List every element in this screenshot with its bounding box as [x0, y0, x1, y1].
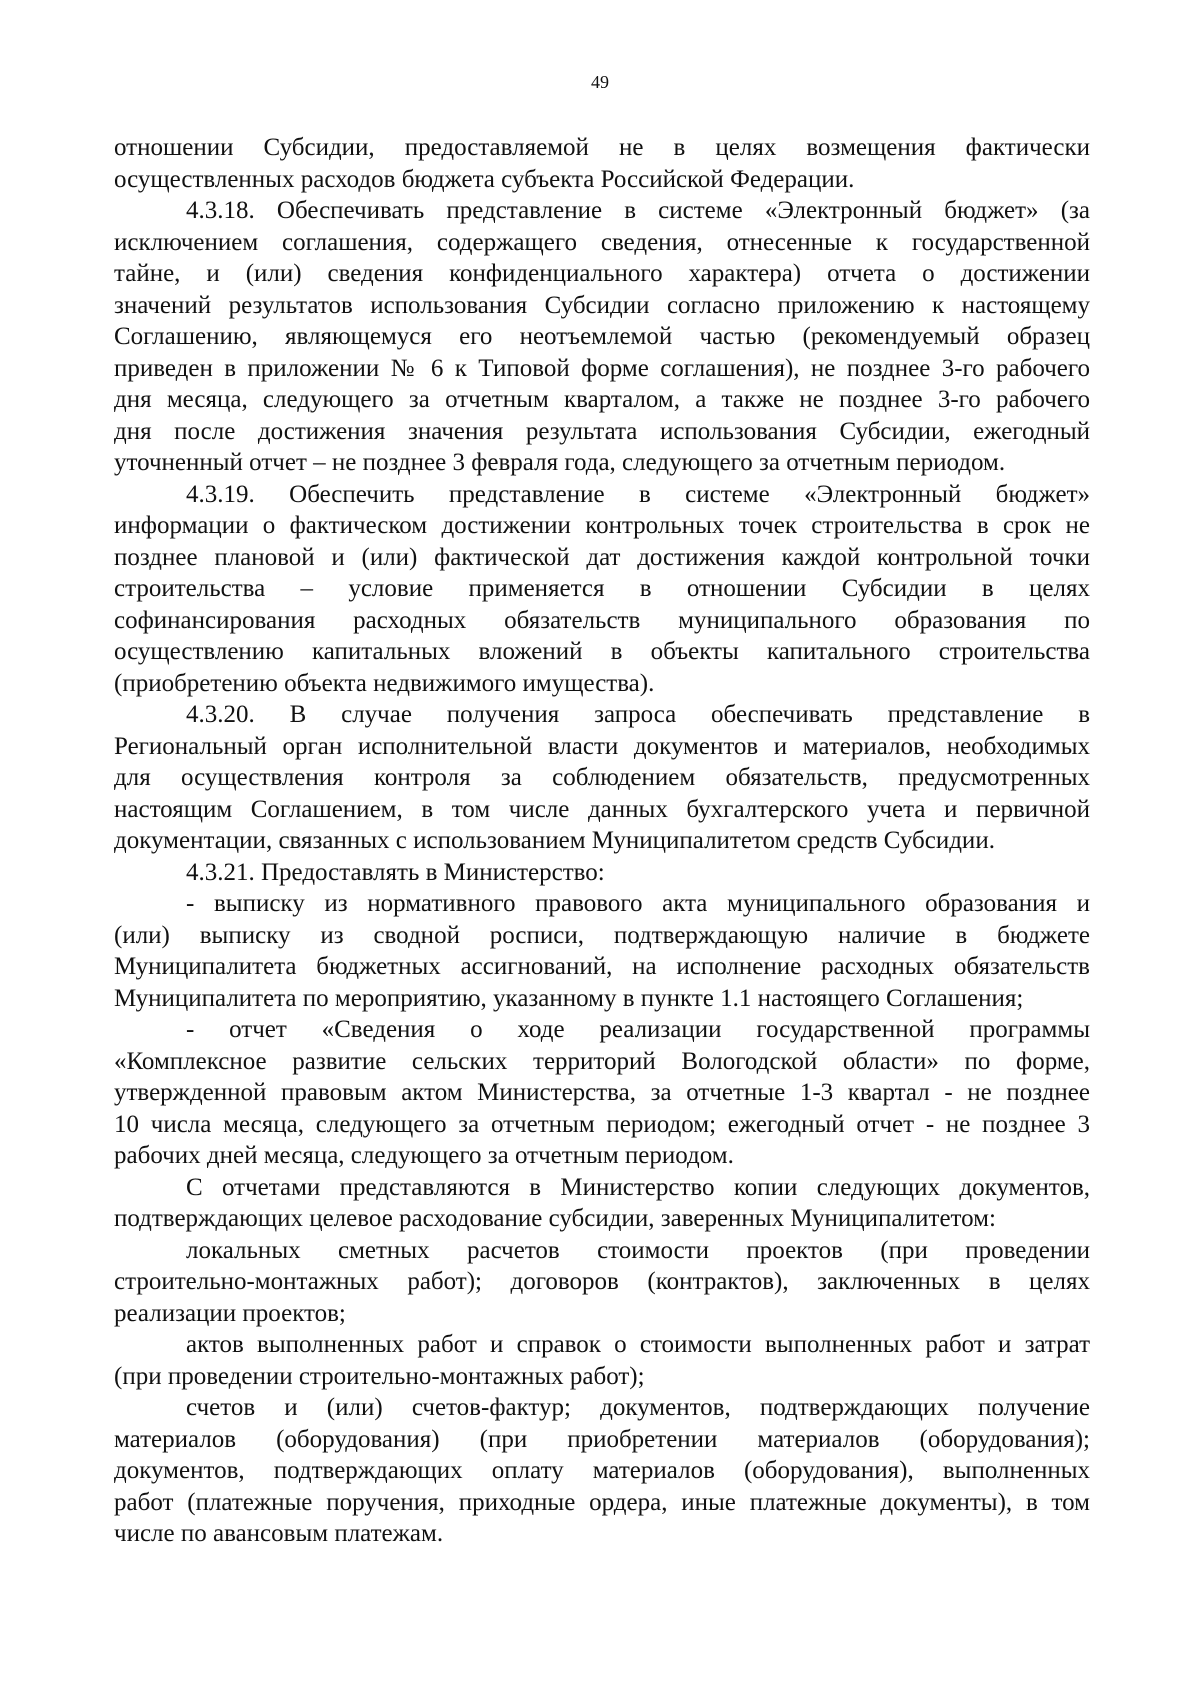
text-line: дня месяца, следующего за отчетным кварталом, а также не позднее 3-го рабочего: [114, 386, 1090, 413]
text-line: осуществлению капитальных вложений в объекты капитального строительства: [114, 638, 1090, 665]
paragraph: [114, 857, 1090, 889]
text-line: 10 числа месяца, следующего за отчетным периодом; ежегодный отчет - не позднее 3: [114, 1110, 1090, 1138]
text-line: (или) выписку из сводной росписи, подтверждающую наличие в бюджете: [114, 921, 1090, 949]
text-line: документов, подтверждающих оплату материалов (оборудования), выполненных: [114, 1457, 1090, 1484]
paragraph: [114, 1392, 1090, 1550]
paragraph: [114, 888, 1090, 1014]
text-line: утвержденной правовым актом Министерства, за отчетные 1-3 квартал - не позднее: [114, 1079, 1090, 1106]
text-line: Соглашению, являющемуся его неотъемлемой частью (рекомендуемый образец: [114, 323, 1090, 350]
text-line: С отчетами представляются в Министерство копии следующих документов,: [186, 1173, 1090, 1201]
paragraph: [114, 132, 1090, 195]
paragraph: [114, 699, 1090, 857]
text-line: Региональный орган исполнительной власти документов и материалов, необходимых: [114, 732, 1090, 760]
text-line: для осуществления контроля за соблюдением обязательств, предусмотренных: [114, 764, 1090, 791]
text-line: рабочих дней месяца, следующего за отчетным периодом.: [114, 1142, 734, 1169]
text-line: реализации проектов;: [114, 1299, 346, 1327]
text-line: материалов (оборудования) (при приобретении материалов (оборудования);: [114, 1425, 1090, 1453]
text-line: осуществленных расходов бюджета субъекта Российской Федерации.: [114, 165, 855, 193]
paragraph: [114, 195, 1090, 479]
text-line: актов выполненных работ и справок о стоимости выполненных работ и затрат: [186, 1331, 1090, 1358]
paragraph: [114, 1014, 1090, 1172]
text-line: строительства – условие применяется в отношении Субсидии в целях: [114, 575, 1090, 602]
paragraph: [114, 1172, 1090, 1235]
text-line: 4.3.19. Обеспечить представление в системе «Электронный бюджет»: [186, 480, 1090, 508]
document-body: [114, 132, 1090, 1550]
text-line: числе по авансовым платежам.: [114, 1520, 444, 1547]
text-line: приведен в приложении № 6 к Типовой форме соглашения), не позднее 3-го рабочего: [114, 354, 1090, 382]
text-line: отношении Субсидии, предоставляемой не в целях возмещения фактически: [114, 134, 1090, 161]
text-line: счетов и (или) счетов-фактур; документов, подтверждающих получение: [186, 1394, 1090, 1421]
text-line: позднее плановой и (или) фактической дат достижения каждой контрольной точки: [114, 543, 1090, 571]
text-line: настоящим Соглашением, в том числе данных бухгалтерского учета и первичной: [114, 795, 1090, 823]
text-line: софинансирования расходных обязательств муниципального образования по: [114, 606, 1090, 634]
text-line: локальных сметных расчетов стоимости проектов (при проведении: [186, 1236, 1090, 1264]
text-line: Муниципалитета по мероприятию, указанному в пункте 1.1 настоящего Соглашения;: [114, 984, 1024, 1012]
paragraph: [114, 1235, 1090, 1330]
text-line: 4.3.21. Предоставлять в Министерство:: [186, 858, 605, 886]
text-line: работ (платежные поручения, приходные ордера, иные платежные документы), в том: [114, 1488, 1090, 1516]
text-line: тайне, и (или) сведения конфиденциального характера) отчета о достижении: [114, 260, 1090, 287]
page-number: 49: [591, 72, 609, 92]
text-line: информации о фактическом достижении контрольных точек строительства в срок не: [114, 512, 1090, 539]
text-line: документации, связанных с использованием Муниципалитетом средств Субсидии.: [114, 827, 995, 854]
text-line: 4.3.18. Обеспечивать представление в системе «Электронный бюджет» (за: [186, 197, 1090, 224]
text-line: дня после достижения значения результата использования Субсидии, ежегодный: [114, 417, 1090, 445]
text-line: «Комплексное развитие сельских территорий Вологодской области» по форме,: [114, 1047, 1090, 1075]
text-line: - отчет «Сведения о ходе реализации государственной программы: [186, 1016, 1090, 1043]
text-line: 4.3.20. В случае получения запроса обеспечивать представление в: [186, 701, 1090, 728]
text-line: подтверждающих целевое расходование субсидии, заверенных Муниципалитетом:: [114, 1205, 996, 1232]
text-line: (при проведении строительно-монтажных работ);: [114, 1362, 645, 1390]
text-line: (приобретению объекта недвижимого имущества).: [114, 669, 655, 697]
text-line: значений результатов использования Субсидии согласно приложению к настоящему: [114, 291, 1090, 319]
text-line: - выписку из нормативного правового акта муниципального образования и: [186, 890, 1090, 917]
text-line: исключением соглашения, содержащего сведения, отнесенные к государственной: [114, 228, 1090, 256]
text-line: Муниципалитета бюджетных ассигнований, на исполнение расходных обязательств: [114, 953, 1090, 980]
paragraph: [114, 479, 1090, 700]
text-line: строительно-монтажных работ); договоров (контрактов), заключенных в целях: [114, 1268, 1090, 1295]
paragraph: [114, 1329, 1090, 1392]
text-line: уточненный отчет – не позднее 3 февраля года, следующего за отчетным периодом.: [114, 449, 1006, 476]
